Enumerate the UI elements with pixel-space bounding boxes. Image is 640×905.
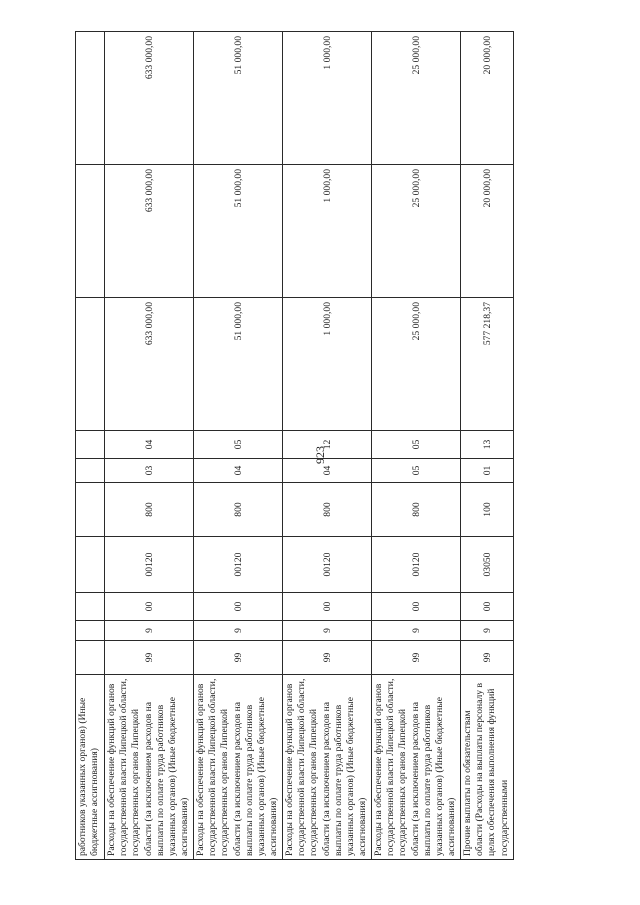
section-code: [76, 459, 105, 483]
section-code: 01: [461, 459, 514, 483]
subsection-code: 13: [461, 431, 514, 459]
subprogram-code: 9: [461, 621, 514, 641]
subsection-code: 12: [283, 431, 372, 459]
expense-type: [76, 483, 105, 537]
amount-year-1: [76, 298, 105, 431]
subprogram-code: 9: [283, 621, 372, 641]
amount-year-2: 20 000,00: [461, 165, 514, 298]
main-event-code: 00: [194, 593, 283, 621]
table-row: [283, 32, 372, 860]
amount-year-1: 25 000,00: [372, 298, 461, 431]
row-description: Прочие выплаты по обязательствам области (Расходы на выплаты персоналу в целях обеспечения выполнения функций государственными: [461, 675, 514, 860]
section-code: 04: [194, 459, 283, 483]
direction-code: 03050: [461, 537, 514, 593]
row-description: работников указанных органов) (Иные бюджетные ассигнования): [76, 675, 105, 860]
budget-table: [75, 31, 514, 860]
direction-code: 00120: [105, 537, 194, 593]
amount-year-3: 51 000,00: [194, 32, 283, 165]
program-code: 99: [283, 641, 372, 675]
subsection-code: 04: [105, 431, 194, 459]
subsection-code: [76, 431, 105, 459]
row-description: Расходы на обеспечение функций органов государственной власти Липецкой области, государственных органов Липецкой области (за исключением расходов на выплаты по оплате труда работников указанных органов) (Иные бюджетные ассигнования): [283, 675, 372, 860]
table-row: [461, 32, 514, 860]
amount-year-3: 633 000,00: [105, 32, 194, 165]
budget-table-container: [75, 32, 567, 860]
main-event-code: 00: [105, 593, 194, 621]
section-code: 04: [283, 459, 372, 483]
subprogram-code: 9: [194, 621, 283, 641]
main-event-code: 00: [283, 593, 372, 621]
amount-year-1: 51 000,00: [194, 298, 283, 431]
program-code: 99: [194, 641, 283, 675]
expense-type: 800: [283, 483, 372, 537]
direction-code: 00120: [194, 537, 283, 593]
row-description: Расходы на обеспечение функций органов государственной власти Липецкой области, государственных органов Липецкой области (за исключением расходов на выплаты по оплате труда работников указанных органов) (Иные бюджетные ассигнования): [105, 675, 194, 860]
table-row: [372, 32, 461, 860]
section-code: 05: [372, 459, 461, 483]
main-event-code: 00: [461, 593, 514, 621]
expense-type: 800: [105, 483, 194, 537]
subprogram-code: [76, 621, 105, 641]
subsection-code: 05: [194, 431, 283, 459]
amount-year-2: 1 000,00: [283, 165, 372, 298]
program-code: 99: [105, 641, 194, 675]
table-row: [194, 32, 283, 860]
amount-year-1: 577 218,37: [461, 298, 514, 431]
program-code: 99: [372, 641, 461, 675]
amount-year-2: [76, 165, 105, 298]
program-code: [76, 641, 105, 675]
subsection-code: 05: [372, 431, 461, 459]
table-row: [105, 32, 194, 860]
amount-year-2: 633 000,00: [105, 165, 194, 298]
amount-year-3: 20 000,00: [461, 32, 514, 165]
expense-type: 100: [461, 483, 514, 537]
main-event-code: [76, 593, 105, 621]
page-number: 923: [313, 446, 327, 464]
amount-year-2: 25 000,00: [372, 165, 461, 298]
direction-code: 00120: [283, 537, 372, 593]
table-row: [76, 32, 105, 860]
subprogram-code: 9: [105, 621, 194, 641]
row-description: Расходы на обеспечение функций органов государственной власти Липецкой области, государственных органов Липецкой области (за исключением расходов на выплаты по оплате труда работников указанных органов) (Иные бюджетные ассигнования): [194, 675, 283, 860]
amount-year-1: 1 000,00: [283, 298, 372, 431]
direction-code: 00120: [372, 537, 461, 593]
expense-type: 800: [194, 483, 283, 537]
row-description: Расходы на обеспечение функций органов государственной власти Липецкой области, государственных органов Липецкой области (за исключением расходов на выплаты по оплате труда работников указанных органов) (Иные бюджетные ассигнования): [372, 675, 461, 860]
main-event-code: 00: [372, 593, 461, 621]
program-code: 99: [461, 641, 514, 675]
expense-type: 800: [372, 483, 461, 537]
amount-year-2: 51 000,00: [194, 165, 283, 298]
amount-year-3: 1 000,00: [283, 32, 372, 165]
direction-code: [76, 537, 105, 593]
amount-year-3: [76, 32, 105, 165]
section-code: 03: [105, 459, 194, 483]
subprogram-code: 9: [372, 621, 461, 641]
amount-year-3: 25 000,00: [372, 32, 461, 165]
amount-year-1: 633 000,00: [105, 298, 194, 431]
